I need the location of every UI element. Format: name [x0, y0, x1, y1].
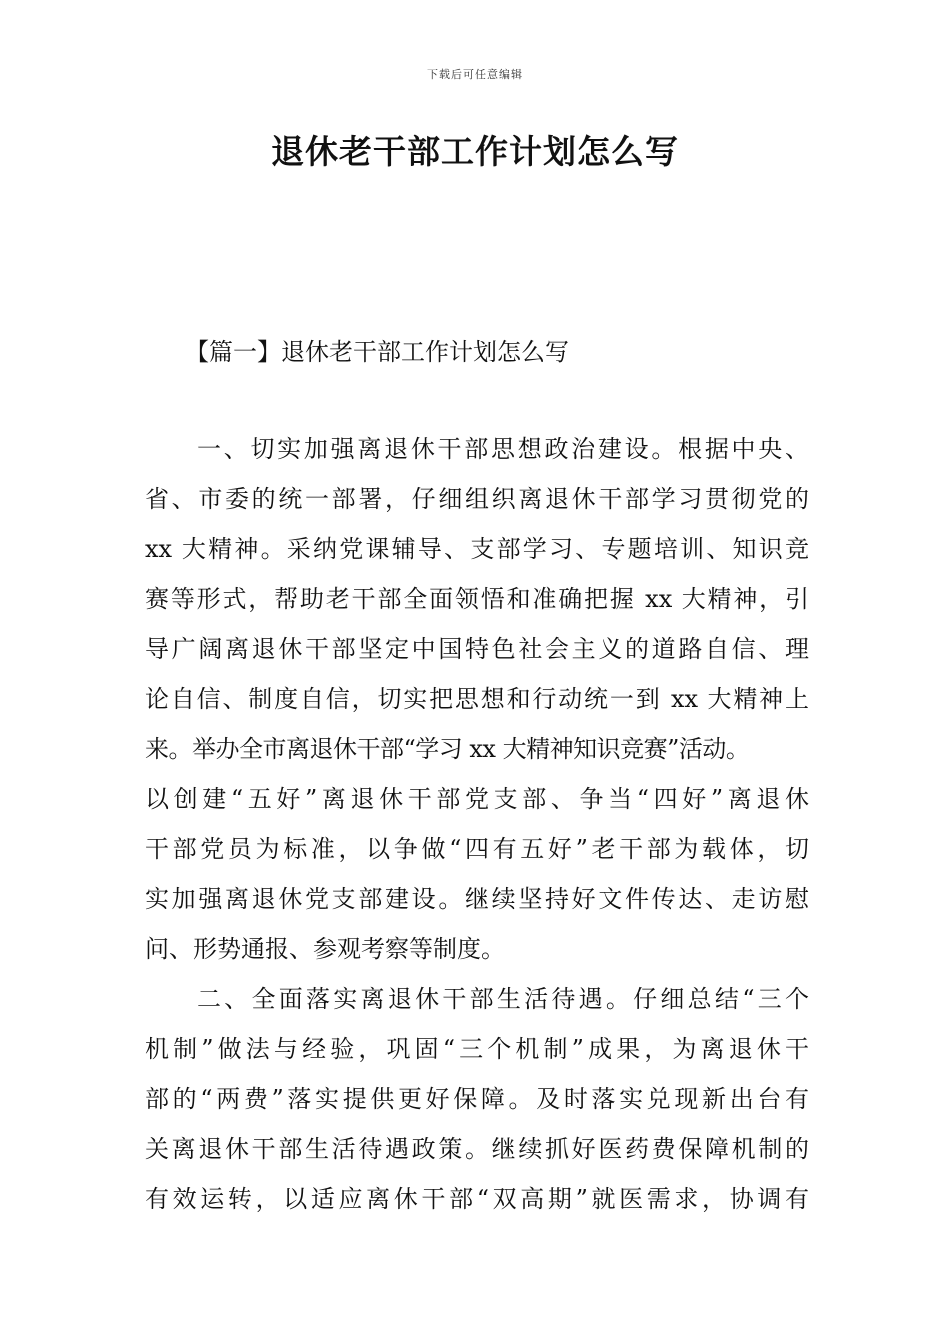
- paragraph-line: 来。举办全市离退休干部“学习 xx 大精神知识竞赛”活动。: [145, 735, 750, 763]
- paragraph-line: 实加强离退休党支部建设。继续坚持好文件传达、走访慰: [145, 885, 809, 913]
- paragraph-line: 一、切实加强离退休干部思想政治建设。根据中央、: [197, 435, 809, 463]
- paragraph-line: 关离退休干部生活待遇政策。继续抓好医药费保障机制的: [145, 1135, 809, 1163]
- header-note: 下载后可任意编辑: [427, 68, 523, 81]
- document-title: 退休老干部工作计划怎么写: [271, 132, 679, 171]
- document-body: [145, 424, 809, 1224]
- paragraph-line: 以创建“五好”离退休干部党支部、争当“四好”离退休: [145, 785, 809, 813]
- paragraph-line: 二、全面落实离退休干部生活待遇。仔细总结“三个: [197, 985, 809, 1013]
- paragraph-line: 干部党员为标准，以争做“四有五好”老干部为载体，切: [145, 835, 809, 863]
- paragraph-line: 省、市委的统一部署，仔细组织离退休干部学习贯彻党的: [145, 485, 809, 513]
- paragraph-line: 有效运转，以适应离休干部“双高期”就医需求，协调有: [145, 1185, 809, 1213]
- paragraph-line: 问、形势通报、参观考察等制度。: [145, 935, 505, 963]
- paragraph-line: 机制”做法与经验，巩固“三个机制”成果，为离退休干: [145, 1035, 809, 1063]
- paragraph-line: xx 大精神。采纳党课辅导、支部学习、专题培训、知识竞: [145, 535, 809, 563]
- paragraph-line: 论自信、制度自信，切实把思想和行动统一到 xx 大精神上: [145, 685, 809, 713]
- paragraph-line: 部的“两费”落实提供更好保障。及时落实兑现新出台有: [145, 1085, 809, 1113]
- section-heading: 【篇一】退休老干部工作计划怎么写: [185, 338, 569, 366]
- paragraph-line: 导广阔离退休干部坚定中国特色社会主义的道路自信、理: [145, 635, 809, 663]
- paragraph-line: 赛等形式，帮助老干部全面领悟和准确把握 xx 大精神，引: [145, 585, 809, 613]
